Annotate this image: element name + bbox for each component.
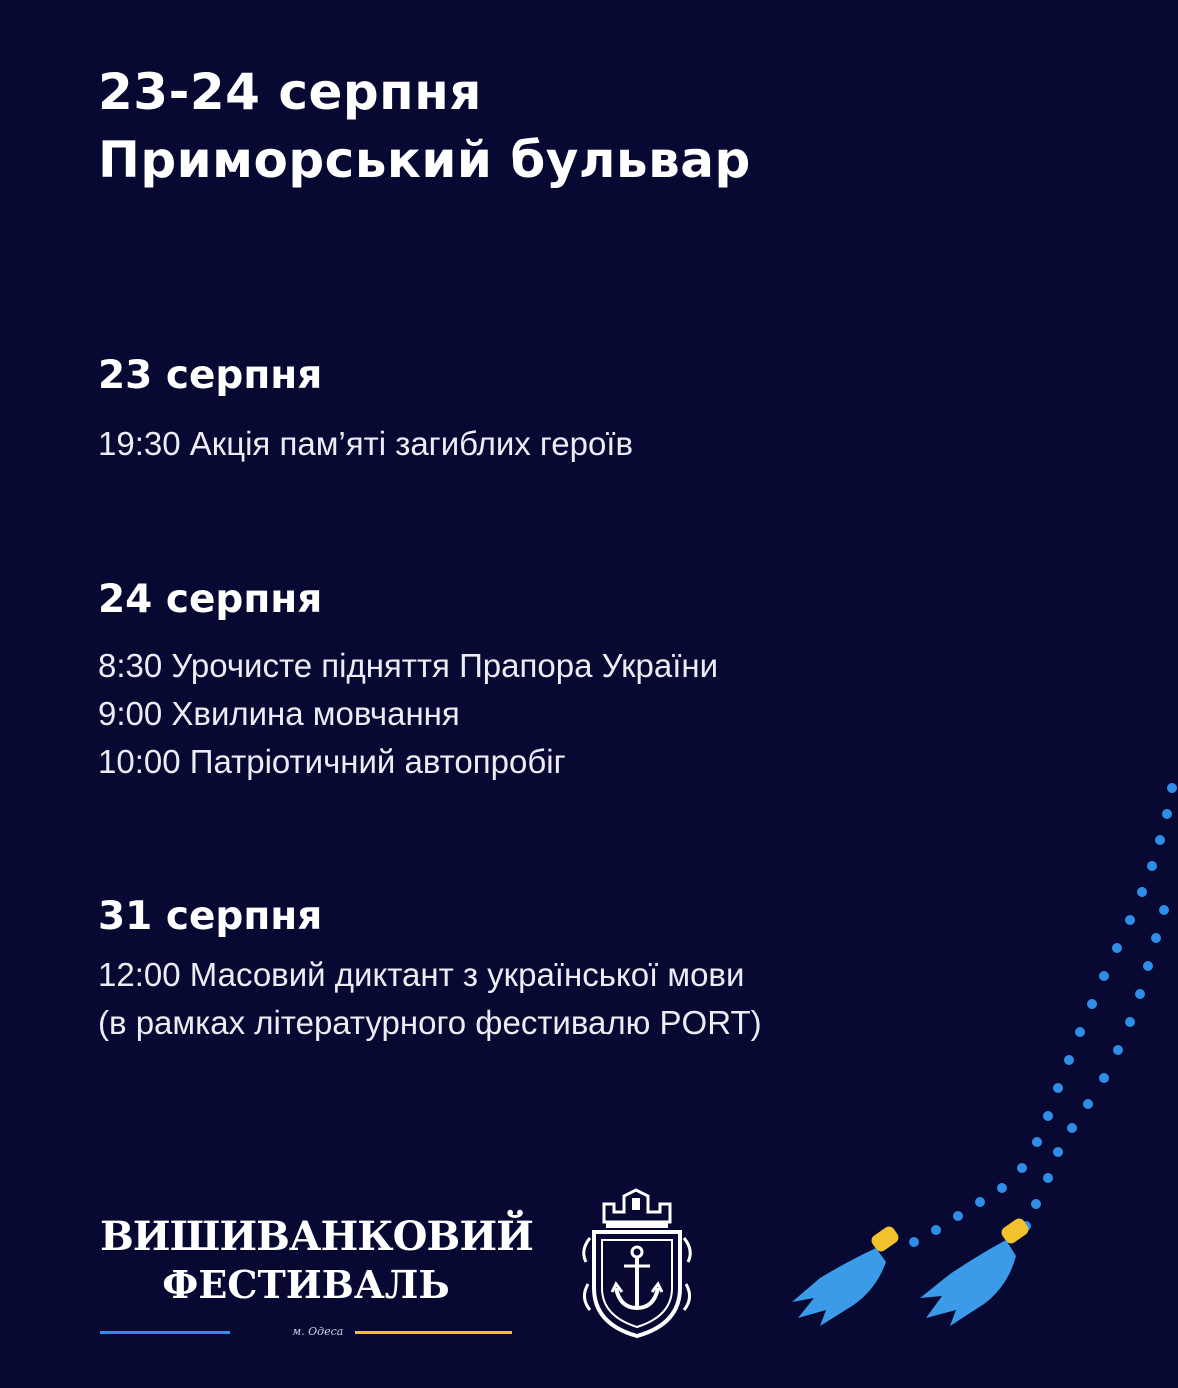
festival-logo-word-2: ФЕСТИВАЛЬ [162, 1262, 450, 1307]
poster-headline [98, 58, 998, 194]
event-list [98, 420, 998, 468]
schedule-day-23 [98, 352, 998, 468]
schedule-day-24 [98, 576, 998, 786]
headline-dates: 23-24 серпня [98, 63, 482, 121]
event-item: (в рамках літературного фестивалю PORT) [98, 1004, 762, 1041]
day-title: 31 серпня [98, 894, 323, 939]
festival-logo-word-1: ВИШИВАНКОВИЙ [100, 1213, 533, 1260]
odesa-coat-of-arms-icon [578, 1188, 696, 1340]
beaded-tassels-icon [780, 770, 1178, 1330]
event-item: 8:30 Урочисте підняття Прапора України [98, 647, 719, 684]
event-item: 12:00 Масовий диктант з української мови [98, 956, 745, 993]
svg-text:м. Одеса: м. Одеса [292, 1325, 344, 1338]
day-title: 24 серпня [98, 577, 323, 622]
event-item: 10:00 Патріотичний автопробіг [98, 743, 566, 780]
event-item: 9:00 Хвилина мовчання [98, 695, 460, 732]
event-list [98, 642, 998, 786]
headline-location: Приморський бульвар [98, 131, 751, 189]
festival-logo-underline-icon [100, 1325, 512, 1338]
day-title: 23 серпня [98, 353, 323, 398]
event-item: 19:30 Акція пам’яті загиблих героїв [98, 425, 633, 462]
festival-logo [100, 1212, 533, 1352]
